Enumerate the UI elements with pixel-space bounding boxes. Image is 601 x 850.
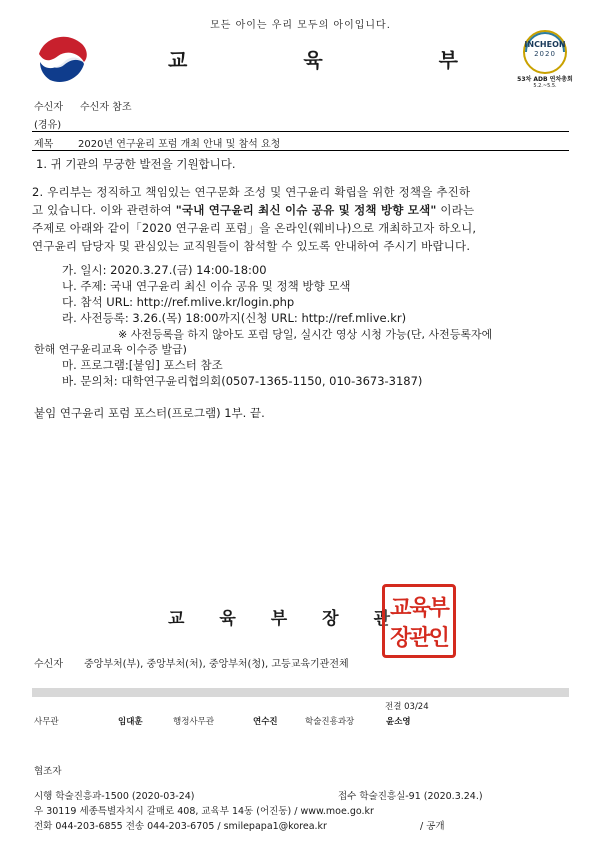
approval-role: 행정사무관: [173, 717, 215, 727]
recipients-label: 수신자: [34, 659, 63, 670]
divider: [32, 131, 569, 132]
approval-name: 윤소영: [386, 717, 411, 727]
motto: 모든 아이는 우리 모두의 아이입니다.: [210, 20, 391, 31]
phone-line: 전화 044-203-6855 전송 044-203-6705 / smilepapa1@korea.kr: [34, 821, 327, 832]
ministry-char: 육: [303, 48, 323, 72]
item-program: 마. 프로그램:[붙임] 포스터 참조: [62, 358, 223, 372]
subject-label: 제목: [34, 139, 54, 150]
item-contact: 바. 문의처: 대학연구윤리협의회(0507-1365-1150, 010-3673-3187): [62, 374, 423, 388]
paragraph-line: 2. 우리부는 정직하고 책임있는 연구문화 조성 및 연구윤리 확립을 위한 정책을 추진하: [32, 185, 471, 199]
logo-year: 2020: [534, 50, 556, 58]
item-registration: 라. 사전등록: 3.26.(목) 18:00까지(신청 URL: http://ref.mlive.kr): [62, 311, 407, 325]
ministry-char: 교: [168, 48, 188, 72]
address-line: 우 30119 세종특별자치시 갈매로 408, 교육부 14동 (어진동) / www.moe.go.kr: [34, 806, 374, 817]
paragraph-2: [32, 183, 572, 255]
approval-name: 임대훈: [118, 717, 143, 727]
final-approval: 전결 03/24: [385, 702, 429, 712]
official-seal: [382, 584, 456, 658]
item-topic: 나. 주제: 국내 연구윤리 최신 이슈 공유 및 정책 방향 모색: [62, 279, 351, 293]
logo-meeting: 53차 ADB 연차총회: [517, 76, 573, 83]
registration-note: ※ 사전등록을 하지 않아도 포럼 당일, 실시간 영상 시청 가능(단, 사전등록자에: [118, 328, 493, 341]
divider: [32, 150, 569, 151]
sender-char: 육: [219, 609, 236, 629]
logo-dates: 5.2.~5.5.: [533, 83, 557, 89]
sender-char: 관: [373, 609, 390, 629]
approval-role: 사무관: [34, 717, 59, 727]
sender-char: 교: [168, 609, 185, 629]
subject-value: 2020년 연구윤리 포럼 개최 안내 및 참석 요청: [78, 139, 281, 150]
attachment-line: 붙임 연구윤리 포럼 포스터(프로그램) 1부. 끝.: [34, 406, 265, 420]
item-date: 가. 일시: 2020.3.27.(금) 14:00-18:00: [62, 263, 267, 277]
enforcement-number: 시행 학술진흥과-1500 (2020-03-24): [34, 791, 195, 802]
logo-word: INCHEON: [524, 40, 566, 49]
sender-title: [168, 604, 390, 629]
approval-name: 연수진: [253, 717, 278, 727]
recipients-value: 중앙부처(부), 중앙부처(처), 중앙부처(청), 고등교육기관전체: [84, 659, 349, 670]
receipt-number: 접수 학술진흥실-91 (2020.3.24.): [338, 791, 483, 802]
sender-char: 부: [270, 609, 288, 629]
incheon-adb-logo: [512, 30, 578, 92]
sender-char: 장: [322, 609, 339, 629]
separator-bar: [32, 688, 569, 697]
forum-theme: "국내 연구윤리 최신 이슈 공유 및 정책 방향 모색": [175, 203, 437, 217]
item-url: 다. 참석 URL: http://ref.mlive.kr/login.php: [62, 295, 295, 309]
paragraph-line: 주제로 아래와 같이「2020 연구윤리 포럼」을 온라인(웨비나)으로 개최하고자 하오니,: [32, 221, 477, 235]
seal-text: 장관인: [390, 626, 448, 651]
recipient-value: 수신자 참조: [80, 102, 132, 113]
paragraph-line: 고 있습니다. 이와 관련하여 "국내 연구윤리 최신 이슈 공유 및 정책 방향 모색" 이라는: [32, 203, 475, 217]
cooperator-label: 협조자: [34, 766, 62, 777]
paragraph-1: 1. 귀 기관의 무궁한 발전을 기원합니다.: [36, 157, 236, 171]
government-emblem-logo: [36, 32, 90, 86]
ministry-title: [168, 44, 458, 73]
seal-text: 교육부: [390, 596, 448, 621]
via-label: (경유): [34, 120, 62, 131]
recipient-label: 수신자: [34, 102, 63, 113]
ministry-char: 부: [438, 48, 458, 72]
registration-note: 한해 연구윤리교육 이수증 발급): [34, 343, 187, 356]
paragraph-line: 연구윤리 담당자 및 관심있는 교직원들이 참석할 수 있도록 안내하여 주시기 바랍니다.: [32, 239, 471, 253]
public-status: / 공개: [420, 821, 445, 832]
approval-role: 학술진흥과장: [305, 717, 355, 727]
